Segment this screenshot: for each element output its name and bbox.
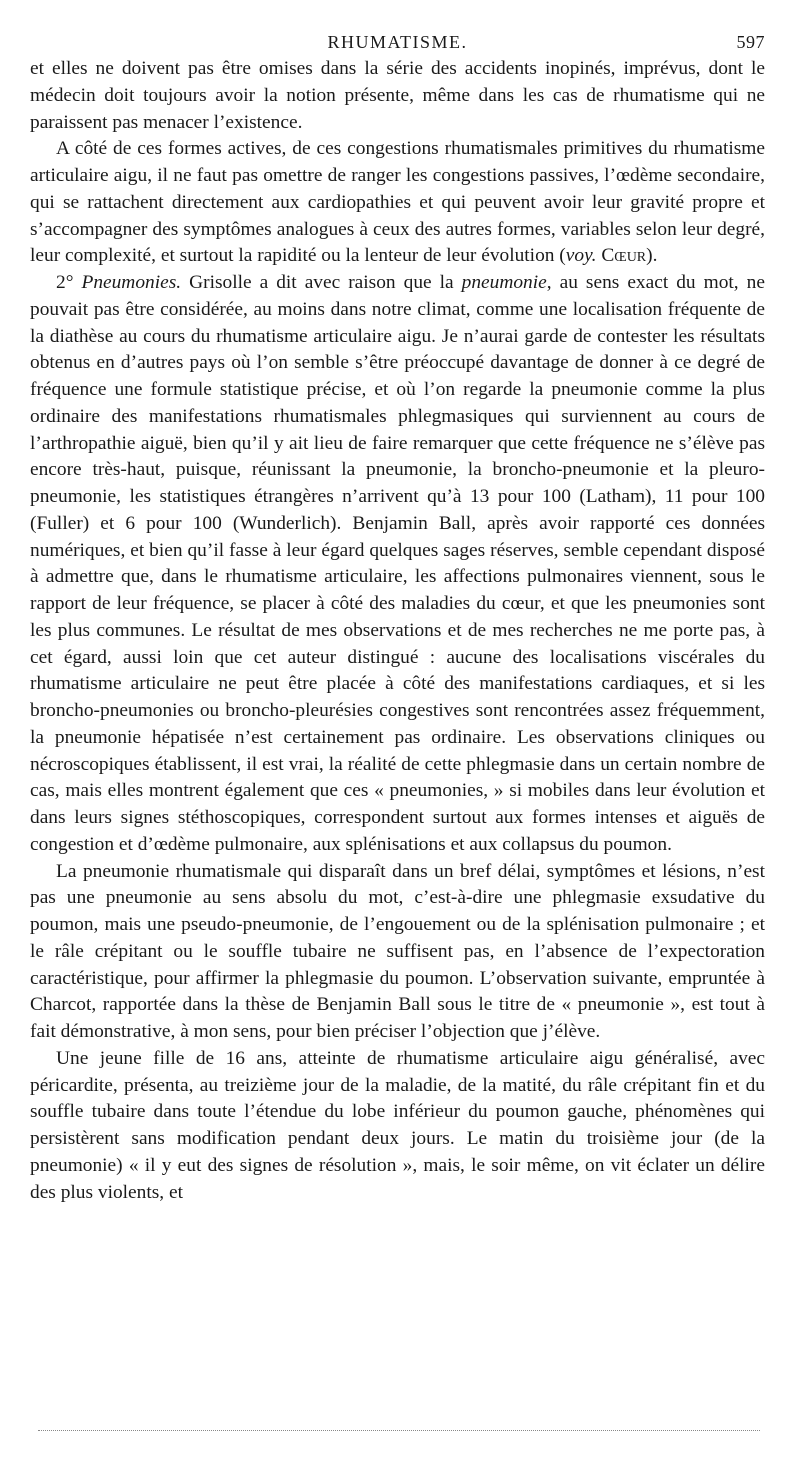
text-segment: Une jeune fille de 16 ans, atteinte de rhumatisme articulaire aigu généralisé, avec péricardite, présenta, au treizième jour de la maladie, de la matité, du râle crépitant fin et du souffle tubaire dans toute l’étendue du lobe inférieur du poumon gauche, phénomènes qui persistèrent sans modification pendant deux jours. Le matin du troisième jour (de la pneumonie) « il y eut des signes de résolution », mais, le soir même, on vit éclater un délire des plus violents, et [30,1047,765,1203]
text-segment: A côté de ces formes actives, de ces congestions rhumatismales primitives du rhumatisme articulaire aigu, il ne faut pas omettre de ranger les congestions passives, l’œdème secondaire, qui se rattachent directement aux cardiopathies et qui peuvent avoir leur gravité propre et s’accompagner des symptômes analogues à ceux des autres formes, variables selon leur degré, leur complexité, et surtout la rapidité ou la lenteur de leur évolution ( [30,138,765,267]
running-title: RHUMATISME. [327,32,468,52]
paragraph-4 [30,859,765,1046]
body-text [30,56,765,1206]
paragraph-3 [30,270,765,859]
text-segment: Grisolle a dit avec raison que la [181,272,462,293]
text-segment: et elles ne doivent pas être omises dans la série des accidents inopinés, imprévus, dont le médecin doit toujours avoir la notion présente, même dans les cas de rhumatisme qui ne paraissent pas menacer l’existence. [30,58,765,133]
text-segment: Cœur [601,245,647,267]
paragraph-1 [30,56,765,136]
text-segment: Pneumonies. [81,272,182,293]
page-number: 597 [736,32,765,52]
text-segment: La pneumonie rhumatismale qui disparaît dans un bref délai, symptômes et lésions, n’est pas une pneumonie au sens absolu du mot, c’est-à-dire une phlegmasie exsudative du poumon, mais une pseudo-pneumonie, de l’engouement ou de la splénisation pulmonaire ; et le râle crépitant ou le souffle tubaire ne suffisent pas, en l’absence de l’expectoration caractéristique, pour affirmer la phlegmasie du poumon. L’observation suivante, empruntée à Charcot, rapportée dans la thèse de Benjamin Ball sous le titre de « pneumonie », est tout à fait démonstrative, à mon sens, pour bien préciser l’objection que j’élève. [30,860,765,1042]
text-segment: ). [646,245,658,267]
text-segment: pneumonie [461,272,547,293]
paragraph-2 [30,136,765,270]
paragraph-5 [30,1046,765,1207]
text-segment: , au sens exact du mot, ne pouvait pas être considérée, au moins dans notre climat, comme une localisation fréquente de la diathèse au cours du rhumatisme articulaire aigu. Je n’aurai garde de contester les résultats obtenus en d’autres pays où l’on semble s’être préoccupé davantage de donner à ce degré de fréquence une formule statistique précise, et où l’on regarde la pneumonie comme la plus ordinaire des manifestations rhumatismales phlegmasiques qui surviennent au cours de l’arthropathie aiguë, bien qu’il y ait lieu de faire remarquer que cette fréquence ne s’élève pas encore très-haut, puisque, réunissant la pneumonie, la broncho-pneumonie et la pleuro-pneumonie, les statistiques étrangères n’arrivent qu’à 13 pour 100 (Latham), 11 pour 100 (Fuller) et 6 pour 100 (Wunderlich). Benjamin Ball, après avoir rapporté ces données numériques, et bien qu’il fasse à leur égard quelques sages réserves, semble cependant disposé à admettre que, dans le rhumatisme articulaire, les affections pulmonaires viennent, sous le rapport de leur fréquence, se placer à côté des maladies du cœur, et que les pneumonies sont les plus communes. Le résultat de mes observations et de mes recherches ne me porte pas, à cet égard, aussi loin que cet auteur distingué : aucune des localisations viscérales du rhumatisme articulaire ne peut être placée à côté des manifestations cardiaques, et si les broncho-pneumonies ou broncho-pleurésies congestives sont rencontrées assez fréquemment, la pneumonie hépatisée n’est certainement pas ordinaire. Les observations cliniques ou nécroscopiques établissent, il est vrai, la réalité de cette phlegmasie dans un certain nombre de cas, mais elles montrent également que ces « pneumonies, » si mobiles dans leur évolution et dans leurs signes stéthoscopiques, correspondent surtout aux formes intenses et aiguës de congestion et d’œdème pulmonaire, aux splénisations et aux collapsus du poumon. [30,272,765,855]
running-head [30,22,765,52]
book-page [30,22,765,1206]
text-segment: 2° [56,272,82,293]
footer-dotted-rule [38,1430,760,1431]
text-segment: voy. [565,245,597,267]
